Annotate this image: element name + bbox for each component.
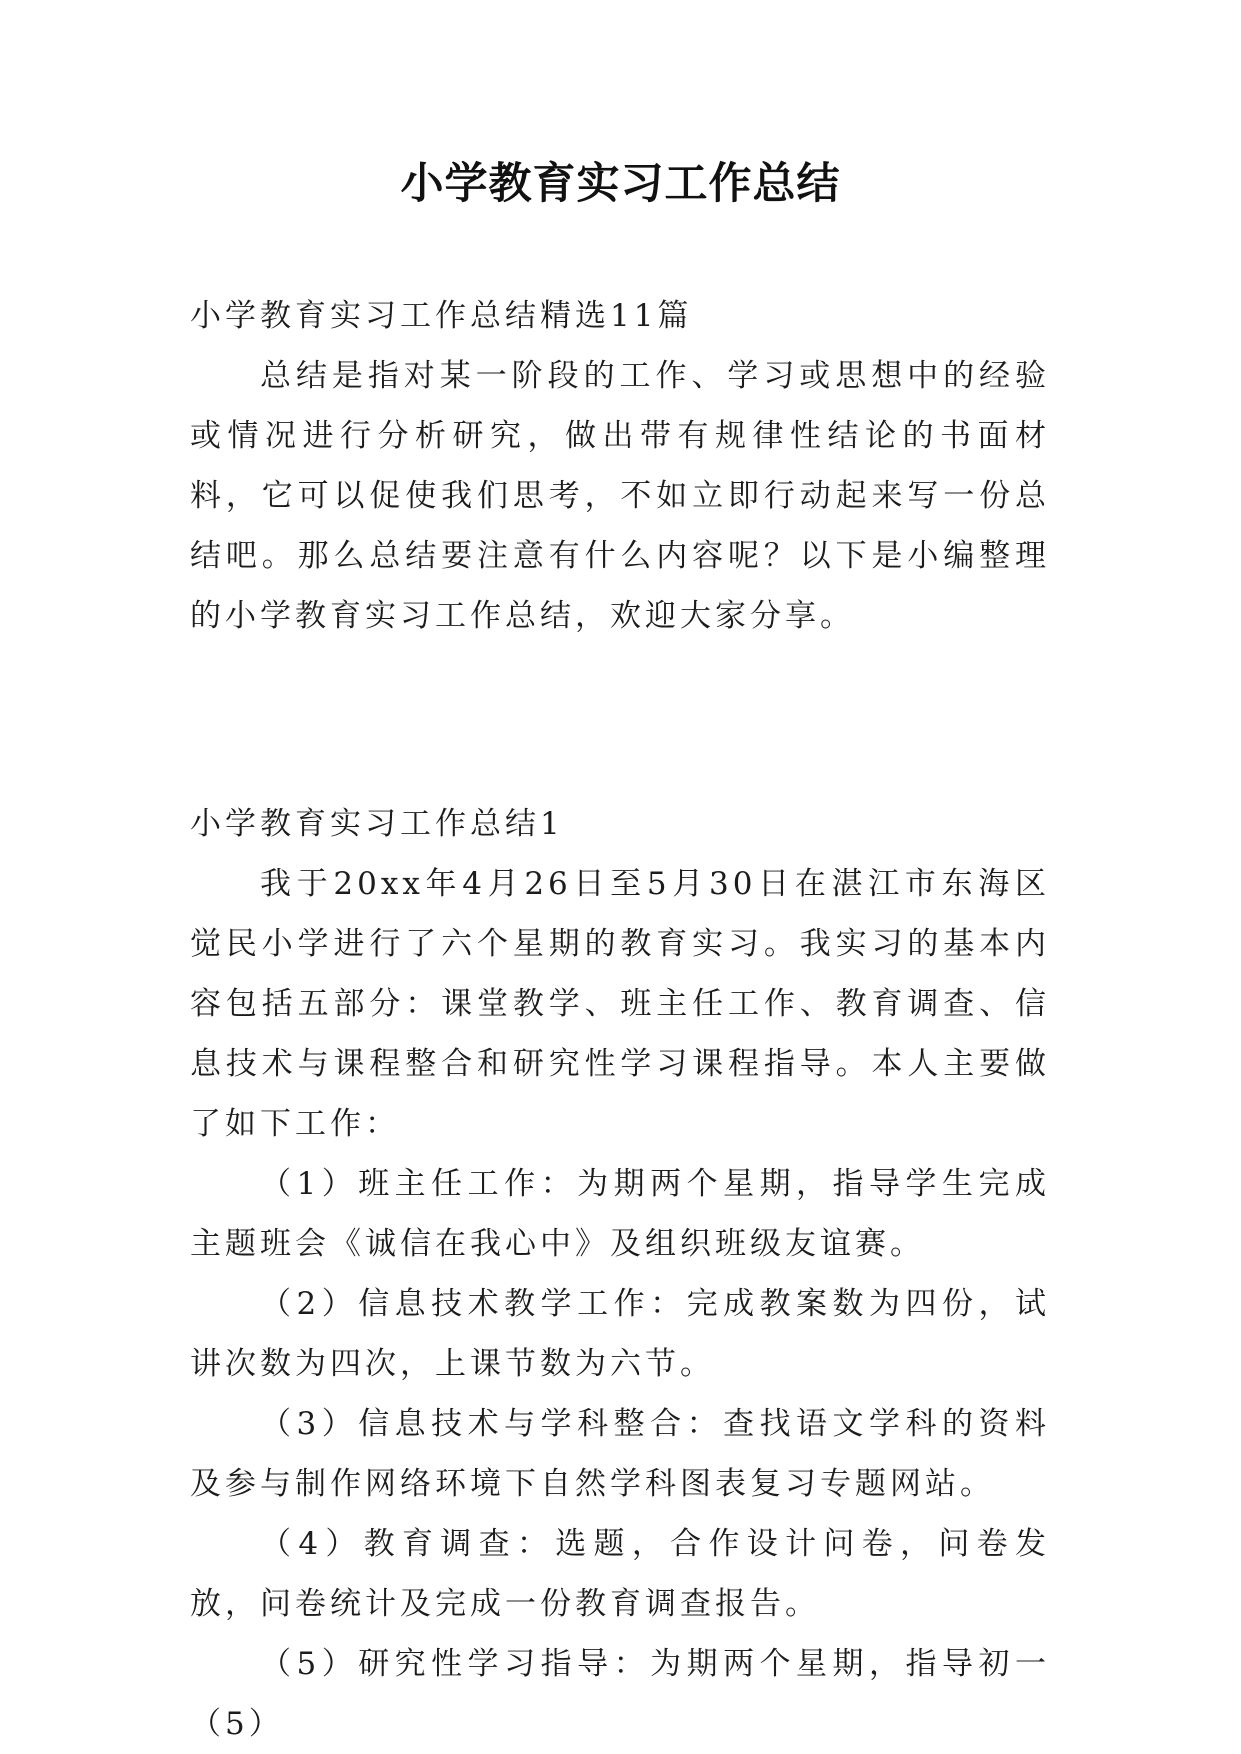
section-heading: 小学教育实习工作总结1 [190,806,564,842]
work-item-2: （2）信息技术教学工作：完成教案数为四份，试讲次数为四次，上课节数为六节。 [190,1286,1050,1382]
section-intro-paragraph: 我于20xx年4月26日至5月30日在湛江市东海区觉民小学进行了六个星期的教育实习。我实习的基本内容包括五部分：课堂教学、班主任工作、教育调查、信息技术与课程整合和研究性学习课程指导。本人主要做了如下工作： [190,866,1050,1142]
section-spacer [190,646,1050,794]
work-item-1: （1）班主任工作：为期两个星期，指导学生完成主题班会《诚信在我心中》及组织班级友谊赛。 [190,1166,1050,1262]
document-body [190,286,1050,1754]
work-item-4: （4）教育调查：选题，合作设计问卷，问卷发放，问卷统计及完成一份教育调查报告。 [190,1526,1050,1622]
work-item-3: （3）信息技术与学科整合：查找语文学科的资料及参与制作网络环境下自然学科图表复习专题网站。 [190,1406,1050,1502]
document-subtitle: 小学教育实习工作总结精选11篇 [190,298,693,334]
work-item-5: （5）研究性学习指导：为期两个星期，指导初一（5） [190,1646,1050,1742]
intro-paragraph: 总结是指对某一阶段的工作、学习或思想中的经验或情况进行分析研究，做出带有规律性结论的书面材料，它可以促使我们思考，不如立即行动起来写一份总结吧。那么总结要注意有什么内容呢？以下是小编整理的小学教育实习工作总结，欢迎大家分享。 [190,358,1050,634]
document-title: 小学教育实习工作总结 [400,159,841,209]
